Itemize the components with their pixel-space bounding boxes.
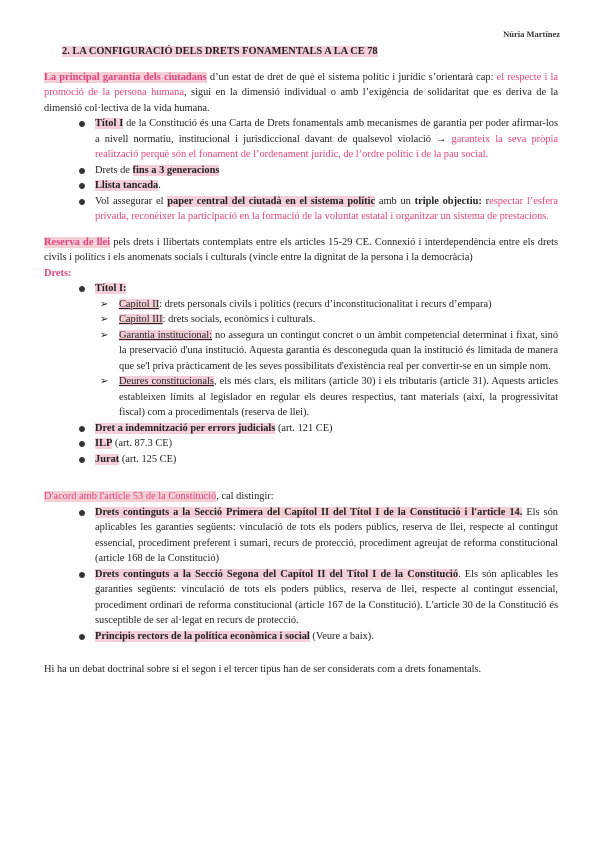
arrow-bullet-icon: ➢ — [100, 314, 109, 325]
item-text: . — [158, 180, 161, 191]
intro-text-2: , sigui en la dimensió individual o amb l’exigència de solidaritat que es deriva de la dimensió col·lectiva de la vida humana. — [44, 87, 558, 114]
list-item — [44, 629, 558, 645]
item-bold: Títol I — [95, 118, 124, 129]
list-item — [44, 452, 558, 468]
list-item — [44, 567, 558, 629]
sub-text: : drets personals civils i polítics (recurs d’inconstitucionalitat i recurs d’empara) — [159, 298, 492, 310]
sub-text: : drets socials, econòmics i culturals. — [162, 314, 316, 325]
item-pink: espectar l’esfera privada, reconèixer la participació en la formació de la voluntat estatal i organitzar un sistema de prestacions. — [95, 195, 559, 222]
item-text: (art. 87.3 CE) — [112, 438, 173, 449]
intro-pink: el respecte i la promoció de la persona humana — [44, 71, 558, 98]
item-text: (art. 121 CE) — [275, 422, 333, 434]
features-list — [44, 116, 558, 225]
item-bold: triple objectiu: — [414, 195, 482, 207]
intro-text-1: d’un estat de dret de què el sistema polític i jurídic s’orientarà cap: — [206, 71, 497, 83]
author-name: Núria Martínez — [503, 29, 560, 39]
item-pink: garanteix la seva pròpia realització perquè són el fonament de l’ordenament jurídic, de l’ordre polític i de la pau social. — [95, 133, 558, 160]
intro-paragraph — [44, 70, 558, 117]
closing-paragraph: Hi ha un debat doctrinal sobre si el segon i el tercer tipus han de ser considerats com a drets fonamentals. — [44, 664, 482, 675]
list-item — [44, 421, 558, 437]
sub-label: Capítol III — [119, 314, 163, 325]
sublist-item — [44, 297, 558, 313]
sub-label: Capítol II — [119, 298, 160, 310]
list-item — [44, 505, 558, 567]
sublist-item — [44, 374, 558, 421]
document-body — [44, 44, 558, 678]
item-bold: ILP — [95, 438, 113, 449]
item-text: Drets de — [95, 164, 133, 176]
arrow-bullet-icon: ➢ — [100, 298, 109, 310]
item-bold: Jurat — [95, 453, 120, 465]
item-text: Vol assegurar el — [95, 195, 168, 207]
item-bold: fins a 3 generacions — [132, 164, 220, 176]
article53-paragraph — [44, 489, 558, 505]
arrow-bullet-icon: ➢ — [100, 376, 109, 387]
item-text: (Veure a baix). — [309, 630, 374, 642]
section-title-text: 2. LA CONFIGURACIÓ DELS DRETS FONAMENTALS A LA CE 78 — [62, 46, 378, 57]
sub-label: Garantia institucional: — [119, 329, 213, 341]
sublist-item — [44, 312, 558, 328]
item-bold: Drets continguts a la Secció Segona del Capítol II del Títol I de la Constitució — [95, 568, 459, 580]
titol1-label: Títol I: — [95, 283, 127, 294]
arrow-bullet-icon: ➢ — [100, 329, 109, 341]
item-bold: Principis rectors de la política econòmica i social — [95, 630, 310, 642]
list-item — [44, 116, 558, 163]
titol-list — [44, 281, 558, 297]
drets-label: Drets: — [44, 267, 72, 279]
list-item — [44, 281, 558, 297]
reserva-text: pels drets i llibertats contemplats entre els articles 15-29 CE. Connexió i interdependència entre els drets civils i polítics i els anomenats socials i culturals (vincle entre la dignitat de la persona i la democràcia) — [44, 236, 558, 263]
capitols-list — [44, 297, 558, 421]
sub-text: no assegura un contingut concret o un àmbit competencial determinat i fixat, sinó la preservació d'una institució. Aquesta garantia és desconeguda quan la institució és limitada de manera que se'l priva pràcticament de les seves possibilitats d'existència real per convertir-se en un simple nom. — [119, 329, 559, 372]
item-bold: paper central del ciutadà en el sistema polític — [167, 195, 376, 207]
list-item — [44, 436, 558, 452]
list-item — [44, 178, 558, 194]
item-text: amb un — [375, 195, 415, 207]
item-bold: Llista tancada — [95, 180, 159, 191]
item-bold: Dret a indemnització per errors judicials — [95, 422, 276, 434]
other-rights-list — [44, 421, 558, 468]
item-text: de la Constitució és una Carta de Drets fonamentals amb mecanismes de garantia per poder afirmar-los a nivell normatiu, institucional i jurisdiccional davant de qualsevol violació → — [95, 118, 558, 145]
article53-list — [44, 505, 558, 645]
reserva-paragraph — [44, 235, 558, 266]
sub-text: , els més clars, els militars (article 30) i els tributaris (article 31). Aquests articles estableixen límits al legislador en regular els deures respectius, tant materials (així, la progressivitat fiscal) com a procedimentals (reserva de llei). — [119, 376, 558, 418]
sublist-item — [44, 328, 558, 375]
item-text: r — [481, 195, 490, 207]
item-text: Els són aplicables les garanties següents: vinculació de tots els poders públics, reserva de llei, respecte al contingut essencial, procediment preferent i sumari, recurs de protecció, procediment agreujat de reforma constitucional (article 168 de la Constitució) — [95, 506, 558, 564]
reserva-lead: Reserva de llei — [44, 236, 110, 248]
item-bold: Drets continguts a la Secció Primera del Capítol II del Títol I de la Constitució i l'article 14. — [95, 506, 523, 518]
sub-label: Deures constitucionals — [119, 376, 214, 387]
article53-lead: D'acord amb l'article 53 de la Constitució — [44, 491, 217, 502]
section-title — [62, 44, 558, 60]
list-item — [44, 163, 558, 179]
list-item — [44, 194, 558, 225]
drets-heading — [44, 266, 558, 282]
item-text: . Els són aplicables les garanties següents: vinculació de tots els poders públics, reserva de llei, respecte al contingut essencial, procediment ordinari de reforma constitucional (article 167 de la Constitució). L'article 30 de la Constitució és susceptible de ser al·legat en recurs de protecció. — [95, 568, 558, 626]
item-text: (art. 125 CE) — [119, 453, 177, 465]
intro-lead: La principal garantia dels ciutadans — [44, 71, 207, 83]
article53-text: , cal distingir: — [216, 491, 274, 502]
